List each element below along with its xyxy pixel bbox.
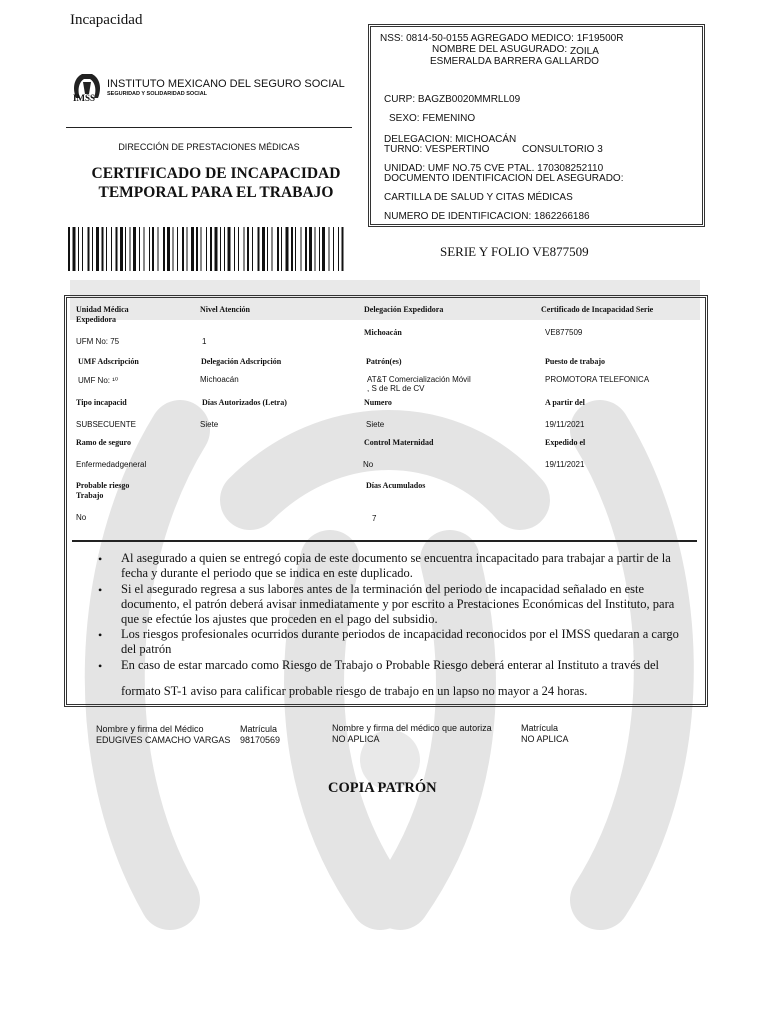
barcode-bar [133, 227, 136, 271]
nivel-atencion-value: 1 [202, 337, 207, 346]
barcode-bar [68, 227, 70, 271]
a-partir-value: 19/11/2021 [545, 420, 585, 429]
expedido-label: Expedido el [545, 438, 586, 447]
barcode-bar [120, 227, 123, 271]
delegacion-expedidora-value: Michoacán [364, 328, 402, 337]
note-2-bullet: • [98, 583, 103, 597]
cert-serie-value: VE877509 [545, 328, 583, 337]
barcode-bar [149, 227, 150, 271]
delegacion-adscripcion-label: Delegación Adscripción [201, 357, 282, 366]
dias-autorizados-label: Días Autorizados (Letra) [202, 398, 287, 407]
cert-serie-label: Certificado de Incapacidad Serie [541, 305, 654, 314]
insured-name-label: NOMBRE DEL ASUGURADO: [432, 44, 568, 55]
numero-id-line: NUMERO DE IDENTIFICACION: 1862266186 [384, 211, 590, 222]
barcode-bar [92, 227, 93, 271]
patron-label: Patrón(es) [366, 357, 402, 366]
barcode-bar [272, 227, 273, 271]
note-3-line-2: del patrón [121, 642, 172, 656]
barcode-bar [319, 227, 320, 271]
umf-adscripcion-label: UMF Adscripción [78, 357, 139, 366]
cartilla-line: CARTILLA DE SALUD Y CITAS MÉDICAS [384, 192, 573, 203]
barcode-bar [244, 227, 245, 271]
barcode-bar [125, 227, 126, 271]
unidad-medica-value: UFM No: 75 [76, 337, 120, 346]
barcode-bar [152, 227, 154, 271]
note-1-line-1: Al asegurado a quien se entregó copia de este documento se encuentra incapacitado para trabajar a partir de la [121, 551, 671, 565]
barcode-bar [73, 227, 76, 271]
institution-subtitle: SEGURIDAD Y SOLIDARIDAD SOCIAL [107, 91, 208, 97]
patron-value-1: AT&T Comercialización Móvil [367, 375, 471, 384]
expedido-value: 19/11/2021 [545, 460, 585, 469]
barcode-bar [106, 227, 107, 271]
control-maternidad-value: No [363, 460, 374, 469]
umf-adscripcion-value: UMF No: ¹⁰ [78, 376, 119, 385]
barcode-bar [267, 227, 268, 271]
barcode-bar [333, 227, 334, 271]
barcode-bar [144, 227, 145, 271]
barcode-bar [173, 227, 174, 271]
barcode-bar [210, 227, 212, 271]
matricula-2-value: NO APLICA [521, 734, 569, 744]
table-inner-divider [72, 540, 697, 542]
barcode-bar [342, 227, 344, 271]
barcode-bar [191, 227, 194, 271]
dias-acumulados-label: Días Acumulados [366, 481, 426, 490]
unidad-medica-label-1: Unidad Médica [76, 305, 129, 314]
probable-riesgo-label [76, 481, 129, 501]
certificate-title-line-2: TEMPORAL PARA EL TRABAJO [98, 184, 334, 201]
note-4-line-2: formato ST-1 aviso para calificar probable riesgo de trabajo en un lapso no mayor a 24 horas. [121, 684, 588, 698]
autoriza-value: NO APLICA [332, 734, 380, 744]
ramo-seguro-label: Ramo de seguro [76, 438, 131, 447]
barcode-bar [238, 227, 239, 271]
barcode-bar [116, 227, 118, 271]
barcode-bar [163, 227, 165, 271]
barcode-bar [196, 227, 198, 271]
dias-acumulados-value: 7 [372, 514, 377, 523]
unidad-medica-label-2: Expedidora [76, 315, 117, 324]
direction-label: DIRECCIÓN DE PRESTACIONES MÉDICAS [118, 142, 300, 152]
consultorio-line: CONSULTORIO 3 [522, 144, 603, 155]
note-2-line-3: que se efectúe los ajustes que proceden en el pago del subsidio. [121, 612, 438, 626]
barcode-bar [102, 227, 104, 271]
turno-line: TURNO: VESPERTINO [384, 144, 490, 155]
note-1-line-2: fecha y durante el periodo que se indica en este duplicado. [121, 566, 413, 580]
a-partir-label: A partir del [545, 398, 585, 407]
documento-line: DOCUMENTO IDENTIFICACION DEL ASEGURADO: [384, 173, 624, 184]
barcode-bar [252, 227, 253, 271]
tipo-incapacidad-label: Tipo incapacid [76, 398, 127, 407]
barcode-bar [234, 227, 235, 271]
note-3-line-1: Los riesgos profesionales ocurridos durante periodos de incapacidad reconocidos por el IMSS quedaran a cargo [121, 627, 679, 641]
barcode-bar [182, 227, 184, 271]
barcode-bar [187, 227, 188, 271]
barcode-bar [130, 227, 131, 271]
barcode-bar [315, 227, 316, 271]
insured-first-name: ZOILA [570, 46, 599, 57]
barcode-bar [338, 227, 339, 271]
autoriza-signature-label: Nombre y firma del médico que autoriza [332, 723, 492, 733]
certificate-title [66, 164, 366, 202]
dias-autorizados-value: Siete [200, 420, 219, 429]
barcode-bar [281, 227, 282, 271]
barcode-bar [329, 227, 330, 271]
header-divider [66, 127, 352, 128]
barcode [68, 227, 348, 271]
curp-line: CURP: BAGZB0020MMRLL09 [384, 94, 521, 105]
probable-riesgo-value: No [76, 513, 87, 522]
medico-name: EDUGIVES CAMACHO VARGAS [96, 735, 231, 745]
ramo-seguro-value: Enfermedadgeneral [76, 460, 147, 469]
barcode-bar [206, 227, 207, 271]
barcode-bar [215, 227, 218, 271]
barcode-bar [82, 227, 83, 271]
nivel-atencion-label: Nivel Atención [200, 305, 250, 314]
barcode-bar [305, 227, 307, 271]
barcode-bar [228, 227, 231, 271]
medico-signature-label: Nombre y firma del Médico [96, 724, 204, 734]
control-maternidad-label: Control Maternidad [364, 438, 434, 447]
barcode-bar [295, 227, 296, 271]
note-2-line-2: documento, el patrón deberá avisar inmediatamente y por escrito a Prestaciones Económicas del Instituto, para [121, 597, 675, 611]
imss-logo-text: IMSS [73, 93, 96, 103]
barcode-bar [220, 227, 221, 271]
barcode-bar [262, 227, 265, 271]
patron-value-2: , S de RL de CV [367, 384, 425, 393]
barcode-bar [286, 227, 289, 271]
document-label: Incapacidad [70, 12, 143, 28]
barcode-bar [247, 227, 249, 271]
barcode-bar [291, 227, 293, 271]
barcode-bar [167, 227, 170, 271]
matricula-value: 98170569 [240, 735, 281, 745]
institution-name: INSTITUTO MEXICANO DEL SEGURO SOCIAL [107, 78, 345, 90]
barcode-bar [177, 227, 178, 271]
note-2-line-1: Si el asegurado regresa a sus labores antes de la terminación del periodo de incapacidad señalado en este [121, 582, 645, 596]
matricula-label: Matrícula [240, 724, 278, 734]
barcode-bar [139, 227, 140, 271]
barcode-bar [201, 227, 202, 271]
numero-label: Numero [364, 398, 392, 407]
sexo-line: SEXO: FEMENINO [389, 113, 476, 124]
copy-label: COPIA PATRÓN [328, 780, 437, 796]
delegacion-line: DELEGACION: MICHOACÁN [384, 134, 517, 145]
numero-value: Siete [366, 420, 385, 429]
barcode-bar [301, 227, 302, 271]
delegacion-adscripcion-value: Michoacán [200, 375, 239, 384]
puesto-label: Puesto de trabajo [545, 357, 605, 366]
barcode-bar [158, 227, 159, 271]
note-1-bullet: • [98, 552, 103, 566]
insured-info-box [368, 24, 705, 227]
note-3-bullet: • [98, 628, 103, 642]
barcode-bar [258, 227, 260, 271]
matricula-2-label: Matrícula [521, 723, 559, 733]
note-4-line-1: En caso de estar marcado como Riesgo de Trabajo o Probable Riesgo deberá enterar al Instituto a través del [121, 658, 660, 672]
barcode-bar [96, 227, 99, 271]
barcode-bar [78, 227, 79, 271]
unidad-line: UNIDAD: UMF NO.75 CVE PTAL. 170308252110 [384, 163, 604, 174]
barcode-bar [309, 227, 312, 271]
unidad-medica-label [76, 305, 129, 325]
nss-line: NSS: 0814-50-0155 AGREGADO MEDICO: 1F19500R [380, 33, 624, 44]
note-4-bullet: • [98, 659, 103, 673]
certificate-title-line-1: CERTIFICADO DE INCAPACIDAD [91, 165, 341, 182]
probable-riesgo-label-2: Trabajo [76, 491, 104, 500]
barcode-bar [224, 227, 225, 271]
barcode-bar [111, 227, 112, 271]
serie-folio: SERIE Y FOLIO VE877509 [440, 244, 589, 259]
insured-last-names: ESMERALDA BARRERA GALLARDO [430, 56, 599, 67]
barcode-bar [277, 227, 279, 271]
barcode-bar [88, 227, 90, 271]
barcode-bar [322, 227, 325, 271]
puesto-value: PROMOTORA TELEFONICA [545, 375, 650, 384]
delegacion-expedidora-label: Delegación Expedidora [364, 305, 444, 314]
tipo-incapacidad-value: SUBSECUENTE [76, 420, 137, 429]
probable-riesgo-label-1: Probable riesgo [76, 481, 130, 490]
